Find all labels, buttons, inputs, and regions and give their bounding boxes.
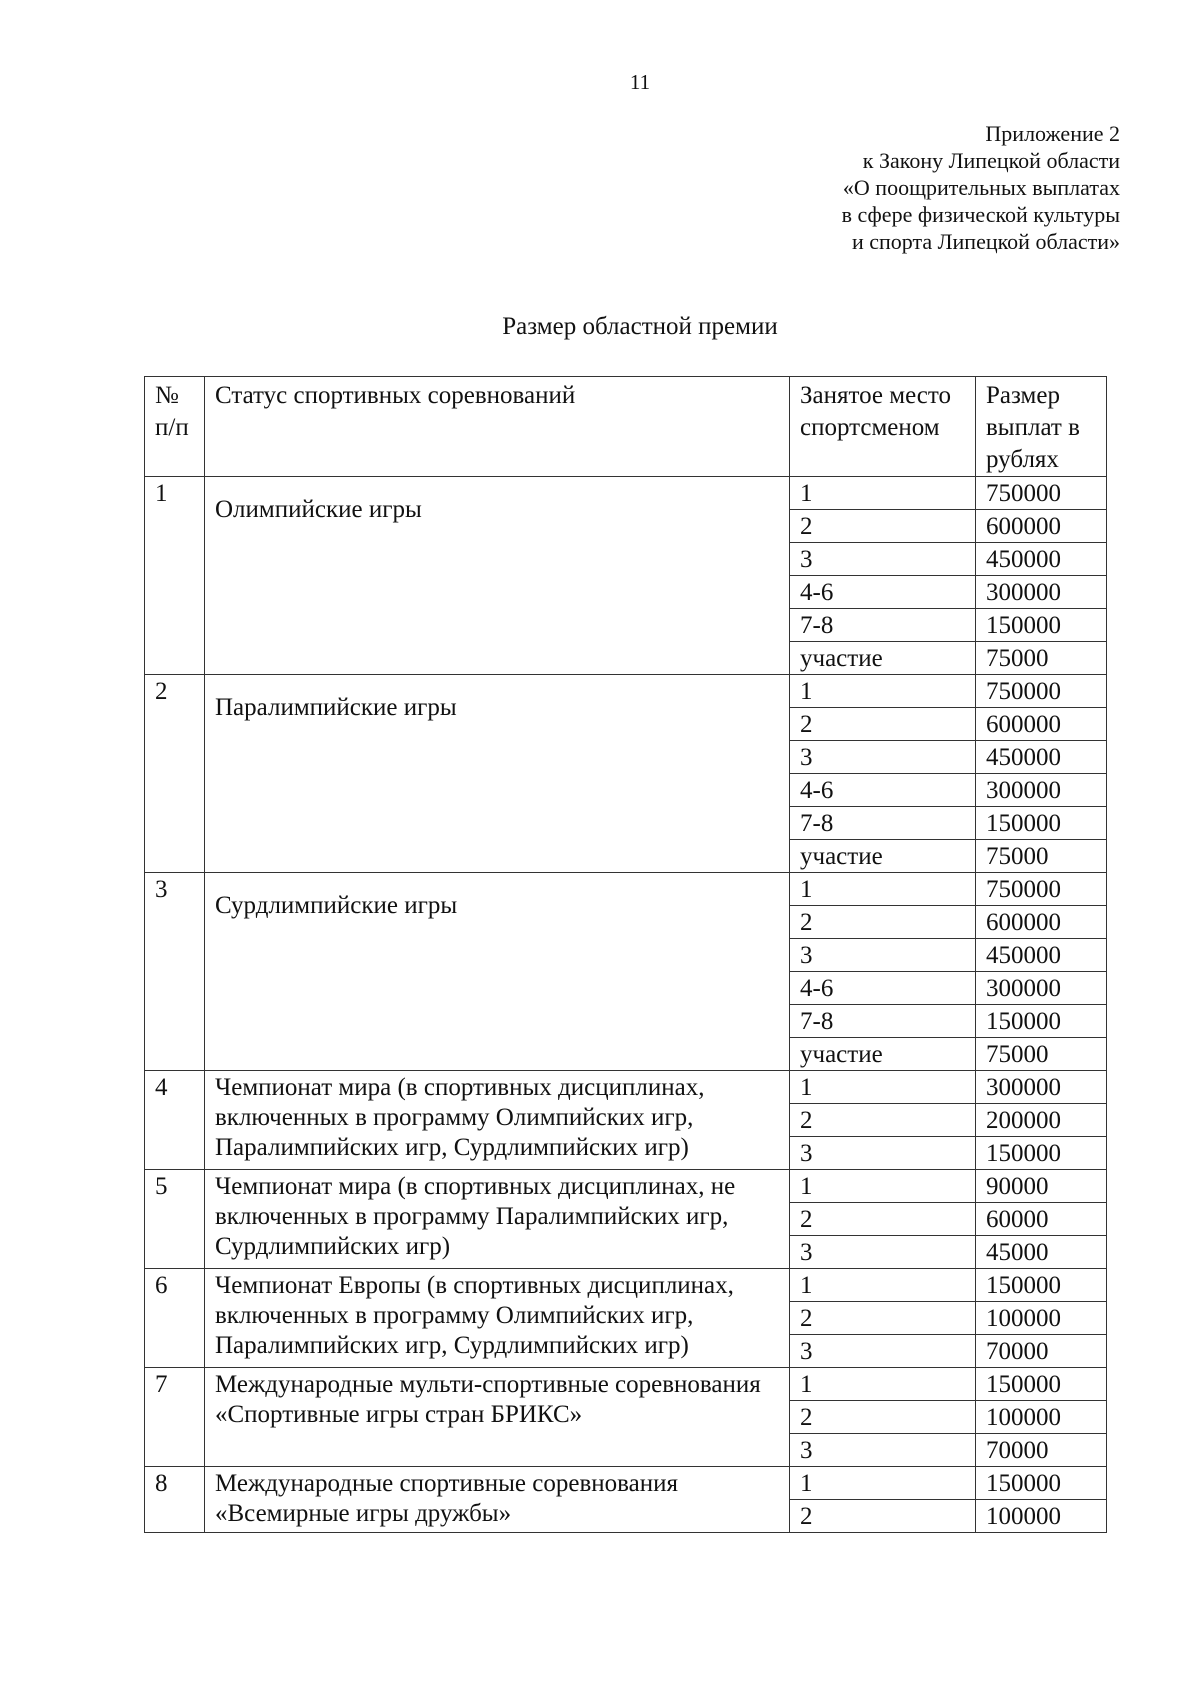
place-cell: 3	[790, 939, 976, 972]
amount-cell: 300000	[976, 972, 1107, 1005]
amount-cell: 45000	[976, 1236, 1107, 1269]
row-number-cell: 1	[145, 477, 205, 675]
place-cell: 4-6	[790, 576, 976, 609]
amount-cell: 150000	[976, 807, 1107, 840]
place-cell: 1	[790, 1368, 976, 1401]
appendix-header	[842, 120, 1120, 255]
table-row	[145, 1071, 1107, 1104]
amount-cell: 75000	[976, 1038, 1107, 1071]
amount-cell: 70000	[976, 1335, 1107, 1368]
row-number-cell: 5	[145, 1170, 205, 1269]
place-cell: 2	[790, 906, 976, 939]
place-cell: 3	[790, 741, 976, 774]
amount-cell: 750000	[976, 477, 1107, 510]
header-place: Занятое место спортсменом	[790, 377, 976, 477]
place-cell: 1	[790, 873, 976, 906]
amount-cell: 70000	[976, 1434, 1107, 1467]
place-cell: 2	[790, 1104, 976, 1137]
header-amount: Размер выплат в рублях	[976, 377, 1107, 477]
amount-cell: 150000	[976, 1269, 1107, 1302]
place-cell: 4-6	[790, 972, 976, 1005]
place-cell: 1	[790, 1269, 976, 1302]
row-number-cell: 2	[145, 675, 205, 873]
competition-status-cell: Чемпионат Европы (в спортивных дисциплинах, включенных в программу Олимпийских игр, Паралимпийских игр, Сурдлимпийских игр)	[205, 1269, 790, 1368]
place-cell: 7-8	[790, 807, 976, 840]
amount-cell: 100000	[976, 1302, 1107, 1335]
place-cell: 3	[790, 543, 976, 576]
amount-cell: 100000	[976, 1500, 1107, 1533]
table-row	[145, 873, 1107, 906]
appendix-line: «О поощрительных выплатах	[842, 175, 1120, 200]
amount-cell: 75000	[976, 840, 1107, 873]
appendix-line: Приложение 2	[985, 121, 1120, 146]
place-cell: 2	[790, 1302, 976, 1335]
place-cell: 7-8	[790, 1005, 976, 1038]
table-row	[145, 1170, 1107, 1203]
page-number: 11	[629, 70, 651, 94]
amount-cell: 300000	[976, 774, 1107, 807]
place-cell: 7-8	[790, 609, 976, 642]
place-cell: участие	[790, 840, 976, 873]
amount-cell: 450000	[976, 543, 1107, 576]
row-number-cell: 3	[145, 873, 205, 1071]
header-number: № п/п	[145, 377, 205, 477]
header-status: Статус спортивных соревнований	[205, 377, 790, 477]
amount-cell: 75000	[976, 642, 1107, 675]
competition-status-cell: Чемпионат мира (в спортивных дисциплинах, не включенных в программу Паралимпийских игр, Сурдлимпийских игр)	[205, 1170, 790, 1269]
place-cell: 4-6	[790, 774, 976, 807]
place-cell: 1	[790, 477, 976, 510]
amount-cell: 90000	[976, 1170, 1107, 1203]
amount-cell: 600000	[976, 906, 1107, 939]
document-title: Размер областной премии	[502, 313, 778, 340]
table-row	[145, 675, 1107, 708]
amount-cell: 450000	[976, 741, 1107, 774]
amount-cell: 150000	[976, 1368, 1107, 1401]
amount-cell: 150000	[976, 1467, 1107, 1500]
place-cell: 3	[790, 1335, 976, 1368]
amount-cell: 600000	[976, 510, 1107, 543]
place-cell: 3	[790, 1434, 976, 1467]
table-row	[145, 1368, 1107, 1401]
row-number-cell: 7	[145, 1368, 205, 1467]
competition-status-cell: Чемпионат мира (в спортивных дисциплинах, включенных в программу Олимпийских игр, Паралимпийских игр, Сурдлимпийских игр)	[205, 1071, 790, 1170]
row-number-cell: 6	[145, 1269, 205, 1368]
place-cell: участие	[790, 642, 976, 675]
amount-cell: 150000	[976, 1137, 1107, 1170]
competition-status-cell: Международные мульти-спортивные соревнования «Спортивные игры стран БРИКС»	[205, 1368, 790, 1467]
place-cell: 2	[790, 708, 976, 741]
appendix-line: к Закону Липецкой области	[862, 148, 1120, 173]
amount-cell: 750000	[976, 873, 1107, 906]
amount-cell: 100000	[976, 1401, 1107, 1434]
amount-cell: 150000	[976, 1005, 1107, 1038]
amount-cell: 300000	[976, 1071, 1107, 1104]
competition-status-cell: Олимпийские игры	[205, 477, 790, 675]
amount-cell: 300000	[976, 576, 1107, 609]
table-row	[145, 1269, 1107, 1302]
appendix-line: и спорта Липецкой области»	[851, 229, 1120, 254]
place-cell: 1	[790, 1467, 976, 1500]
table-header-row	[145, 377, 1107, 477]
place-cell: 2	[790, 510, 976, 543]
table-row	[145, 1467, 1107, 1500]
amount-cell: 200000	[976, 1104, 1107, 1137]
table-row	[145, 477, 1107, 510]
place-cell: 2	[790, 1401, 976, 1434]
amount-cell: 750000	[976, 675, 1107, 708]
place-cell: 1	[790, 675, 976, 708]
table-body	[145, 477, 1107, 1533]
place-cell: 1	[790, 1170, 976, 1203]
competition-status-cell: Паралимпийские игры	[205, 675, 790, 873]
place-cell: 3	[790, 1236, 976, 1269]
appendix-line: в сфере физической культуры	[841, 202, 1120, 227]
place-cell: 3	[790, 1137, 976, 1170]
amount-cell: 600000	[976, 708, 1107, 741]
row-number-cell: 8	[145, 1467, 205, 1533]
competition-status-cell: Международные спортивные соревнования «Всемирные игры дружбы»	[205, 1467, 790, 1533]
amount-cell: 150000	[976, 609, 1107, 642]
amount-cell: 60000	[976, 1203, 1107, 1236]
prize-table	[144, 376, 1107, 1533]
amount-cell: 450000	[976, 939, 1107, 972]
place-cell: 2	[790, 1500, 976, 1533]
place-cell: участие	[790, 1038, 976, 1071]
place-cell: 2	[790, 1203, 976, 1236]
competition-status-cell: Сурдлимпийские игры	[205, 873, 790, 1071]
place-cell: 1	[790, 1071, 976, 1104]
row-number-cell: 4	[145, 1071, 205, 1170]
